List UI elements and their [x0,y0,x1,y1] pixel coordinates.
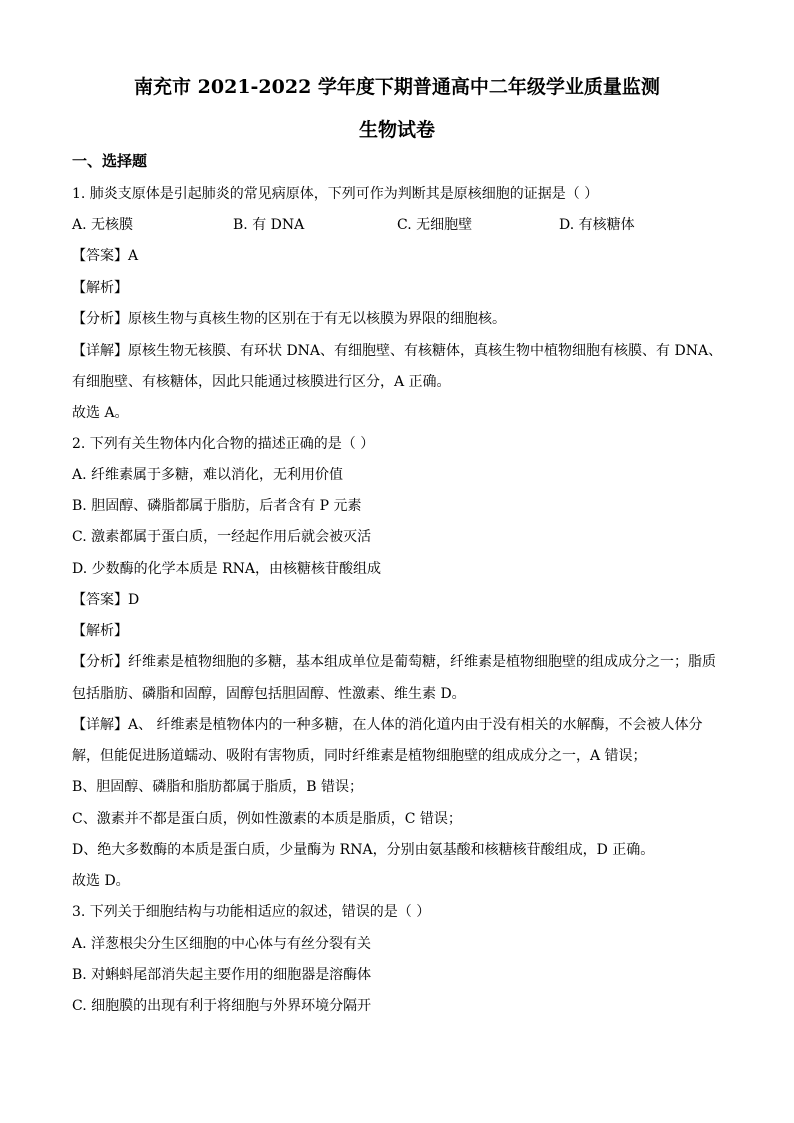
q1-xiangjie-line1: 【详解】原核生物无核膜、有环状 DNA、有细胞壁、有核糖体，真核生物中植物细胞有核膜、有 DNA、 [72,343,723,359]
q1-stem: 1. 肺炎支原体是引起肺炎的常见病原体，下列可作为判断其是原核细胞的证据是（ ） [72,186,599,202]
q2-option-a: A. 纤维素属于多糖，难以消化，无利用价值 [72,467,344,483]
q1-option-b: B. 有 DNA [233,217,305,233]
page-subtitle: 生物试卷 [358,119,435,141]
q2-xiangjie-line2: 解，但能促进肠道蠕动、吸附有害物质，同时纤维素是植物细胞壁的组成成分之一，A 错误； [72,748,647,764]
q1-xiangjie-line2: 有细胞壁、有核糖体，因此只能通过核膜进行区分，A 正确。 [72,374,451,390]
page-title: 南充市 2021-2022 学年度下期普通高中二年级学业质量监测 [134,76,660,98]
q3-option-c: C. 细胞膜的出现有利于将细胞与外界环境分隔开 [72,998,372,1014]
q2-xiangjie-b: B、胆固醇、磷脂和脂肪都属于脂质，B 错误； [72,779,364,795]
q1-answer: 【答案】A [72,248,139,264]
q1-conclusion: 故选 A。 [72,405,129,421]
q1-option-a: A. 无核膜 [72,217,134,233]
q1-analysis-label: 【解析】 [72,280,128,296]
q2-analysis-label: 【解析】 [72,623,128,639]
q2-option-b: B. 胆固醇、磷脂都属于脂肪，后者含有 P 元素 [72,498,362,514]
q2-fenxi-line2: 包括脂肪、磷脂和固醇，固醇包括胆固醇、性激素、维生素 D。 [72,686,466,702]
q1-fenxi: 【分析】原核生物与真核生物的区别在于有无以核膜为界限的细胞核。 [72,311,506,327]
q2-option-c: C. 激素都属于蛋白质，一经起作用后就会被灭活 [72,529,372,545]
q3-stem: 3. 下列关于细胞结构与功能相适应的叙述，错误的是（ ） [72,904,431,920]
q2-conclusion: 故选 D。 [72,873,130,889]
q3-option-b: B. 对蝌蚪尾部消失起主要作用的细胞器是溶酶体 [72,967,372,983]
q1-option-d: D. 有核糖体 [559,217,635,233]
q3-option-a: A. 洋葱根尖分生区细胞的中心体与有丝分裂有关 [72,936,372,952]
q1-option-c: C. 无细胞壁 [397,217,473,233]
q2-stem: 2. 下列有关生物体内化合物的描述正确的是（ ） [72,436,375,452]
q2-fenxi-line1: 【分析】纤维素是植物细胞的多糖，基本组成单位是葡萄糖，纤维素是植物细胞壁的组成成分之一；脂质 [72,654,716,670]
q2-option-d: D. 少数酶的化学本质是 RNA，由核糖核苷酸组成 [72,561,381,577]
section-heading: 一、选择题 [72,152,148,170]
q2-xiangjie-d: D、绝大多数酶的本质是蛋白质，少量酶为 RNA，分别由氨基酸和核糖核苷酸组成，D 正确。 [72,842,655,858]
q2-xiangjie-line1: 【详解】A、 纤维素是植物体内的一种多糖，在人体的消化道内由于没有相关的水解酶，不会被人体分 [72,717,703,733]
q2-xiangjie-c: C、激素并不都是蛋白质，例如性激素的本质是脂质，C 错误； [72,811,462,827]
q2-answer: 【答案】D [72,592,140,608]
